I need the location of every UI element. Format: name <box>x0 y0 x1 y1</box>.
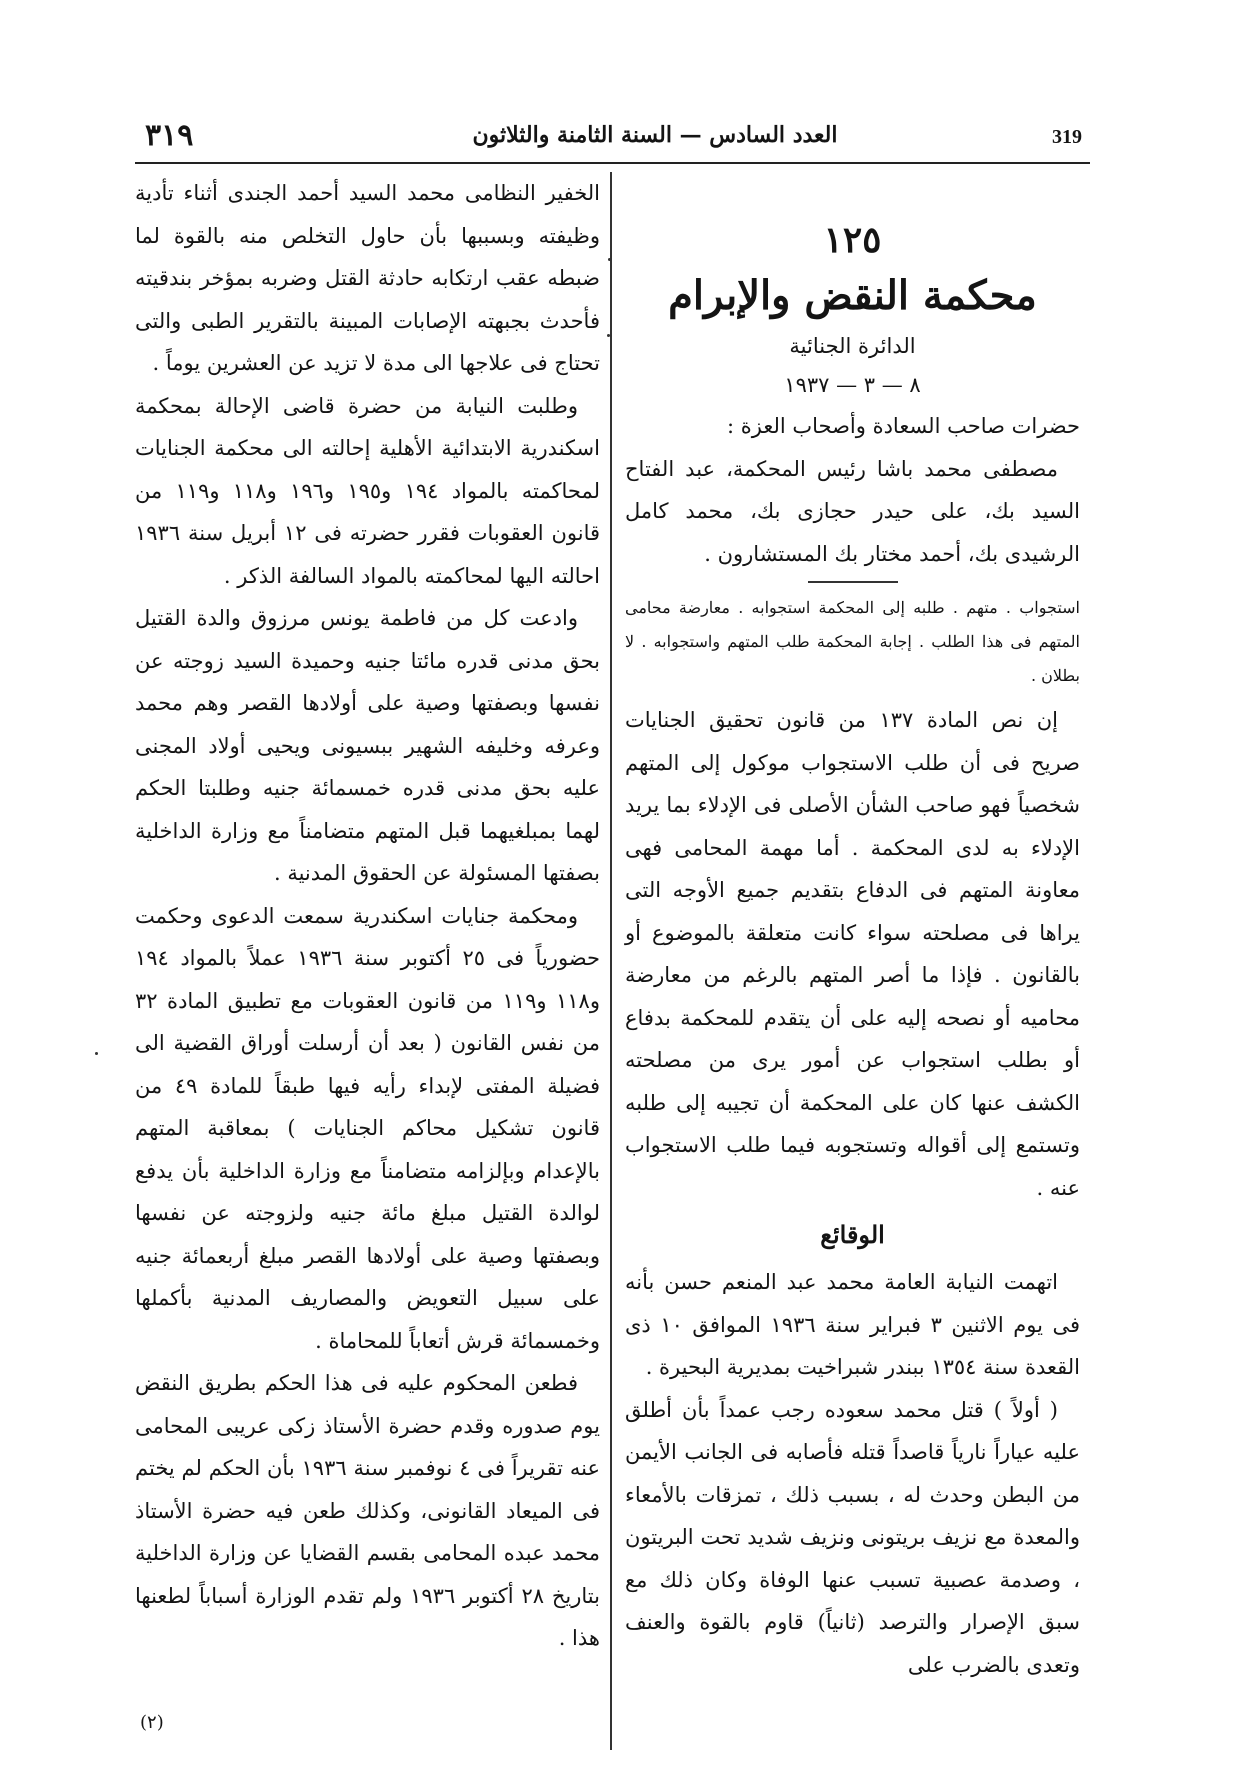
legal-principle: إن نص المادة ١٣٧ من قانون تحقيق الجنايات صريح فى أن طلب الاستجواب موكول إلى المتهم شخصياً فهو صاحب الشأن الأصلى فى الإدلاء بما يريد الإدلاء به لدى المحكمة . أما مهمة المحامى فهى معاونة المتهم فى الدفاع بتقديم جميع الأوجه التى يراها فى مصلحته سواء كانت متعلقة بالموضوع أو بالقانون . فإذا ما أصر المتهم بالرغم من معارضة محاميه أو نصحه إليه على أن يتقدم للمحكمة بدفاع أو بطلب استجواب عن أمور يرى من مصلحته الكشف عنها كان على المحكمة أن تجيبه إلى طلبه وتستمع إلى أقواله وتستجوبه فيما طلب الاستجواب عنه . <box>625 708 1080 1200</box>
margin-dot <box>608 258 611 261</box>
facts-heading: الوقائع <box>820 1220 885 1249</box>
page-header <box>135 116 1090 168</box>
signature-mark: (٢) <box>140 1712 164 1733</box>
separator-rule <box>808 581 898 583</box>
facts-paragraph: اتهمت النيابة العامة محمد عبد المنعم حسن بأنه فى يوم الاثنين ٣ فبراير سنة ١٩٣٦ الموافق ١٠ ذى القعدة سنة ١٣٥٤ ببندر شبراخيت بمديرية البحيرة . <box>625 1270 1080 1379</box>
column-divider <box>610 172 612 1750</box>
judges-names: مصطفى محمد باشا رئيس المحكمة، عبد الفتاح السيد بك، على حيدر حجازى بك، محمد كامل الرشيدى بك، أحمد مختار بك المستشارون . <box>625 456 1080 566</box>
facts-paragraph: ومحكمة جنايات اسكندرية سمعت الدعوى وحكمت حضورياً فى ٢٥ أكتوبر سنة ١٩٣٦ عملاً بالمواد ١٩٤ و١١٨ و١١٩ من قانون العقوبات مع تطبيق المادة ٣٢ من نفس القانون ( بعد أن أرسلت أوراق القضية الى فضيلة المفتى لإبداء رأيه فيها طبقاً للمادة ٤٩ من قانون تشكيل محاكم الجنايات ) بمعاقبة المتهم بالإعدام وبإلزامه متضامناً مع وزارة الداخلية بأن يدفع لوالدة القتيل مبلغ مائة جنيه ولزوجته عن نفسها وبصفتها وصية على أولادها القصر مبلغ أربعمائة جنيه على سبيل التعويض والمصاريف المدنية بأكملها وخمسمائة قرش أتعاباً للمحاماة . <box>135 903 600 1353</box>
right-column <box>625 215 1080 1686</box>
case-number: ١٢٥ <box>823 219 882 261</box>
chamber-name: الدائرة الجنائية <box>789 334 916 358</box>
facts-paragraph: الخفير النظامى محمد السيد أحمد الجندى أثناء تأدية وظيفته وبسببها بأن حاول التخلص منه بالقوة لما ضبطه عقب ارتكابه حادثة القتل وضربه بمؤخر بندقيته فأحدث بجبهته الإصابات المبينة بالتقرير الطبى والتى تحتاج فى علاجها الى مدة لا تزيد عن العشرين يوماً . <box>135 181 600 375</box>
margin-dot <box>95 1052 98 1055</box>
journal-issue: العدد السادس — السنة الثامنة والثلاثون <box>472 122 838 148</box>
left-column <box>135 172 600 1660</box>
margin-dot <box>607 334 610 337</box>
facts-paragraph: وادعت كل من فاطمة يونس مرزوق والدة القتيل بحق مدنى قدره مائتا جنيه وحميدة السيد زوجته عن نفسها وبصفتها وصية على أولادها القصر وهم محمد وعرفه وخليفه الشهير ببسيونى ويحيى أولاد المجنى عليه بحق مدنى قدره خمسمائة جنيه وطلبتا الحكم لهما بمبلغيهما قبل المتهم متضامناً مع وزارة الداخلية بصفتها المسئولة عن الحقوق المدنية . <box>135 606 600 885</box>
facts-paragraph: ( أولاً ) قتل محمد سعوده رجب عمداً بأن أطلق عليه عياراً نارياً قاصداً قتله فأصابه فى الجانب الأيمن من البطن وحدث له ، بسبب ذلك ، تمزقات بالأمعاء والمعدة مع نزيف بريتونى ونزيف شديد تحت البريتون ، وصدمة عصبية تسبب عنها الوفاة وكان ذلك مع سبق الإصرار والترصد (ثانياً) قاوم بالقوة والعنف وتعدى بالضرب على <box>625 1397 1080 1677</box>
case-date: ٨ — ٣ — ١٩٣٧ <box>784 373 921 397</box>
page-number-latin: 319 <box>1052 126 1082 148</box>
judges-intro: حضرات صاحب السعادة وأصحاب العزة : <box>726 414 1080 438</box>
header-rule <box>135 162 1090 164</box>
facts-paragraph: وطلبت النيابة من حضرة قاضى الإحالة بمحكمة اسكندرية الابتدائية الأهلية إحالته الى محكمة الجنايات لمحاكمته بالمواد ١٩٤ و١٩٥ و١٩٦ و١١٨ و١١٩ من قانون العقوبات فقرر حضرته فى ١٢ أبريل سنة ١٩٣٦ احالته اليها لمحاكمته بالمواد السالفة الذكر . <box>135 393 601 588</box>
case-summary: استجواب . متهم . طلبه إلى المحكمة استجوابه . معارضة محامى المتهم فى هذا الطلب . إجابة المحكمة طلب المتهم واستجوابه . لا بطلان . <box>625 598 1080 685</box>
court-name: محكمة النقض والإبرام <box>668 272 1037 319</box>
page-number-arabic: ٣١٩ <box>145 118 194 153</box>
judges-block <box>625 405 1080 575</box>
facts-paragraph: فطعن المحكوم عليه فى هذا الحكم بطريق النقض يوم صدوره وقدم حضرة الأستاذ زكى عريبى المحامى عنه تقريراً فى ٤ نوفمبر سنة ١٩٣٦ بأن الحكم لم يختم فى الميعاد القانونى، وكذلك طعن فيه حضرة الأستاذ محمد عبده المحامى بقسم القضايا عن وزارة الداخلية بتاريخ ٢٨ أكتوبر ١٩٣٦ ولم تقدم الوزارة أسباباً لطعنها هذا . <box>135 1371 601 1650</box>
